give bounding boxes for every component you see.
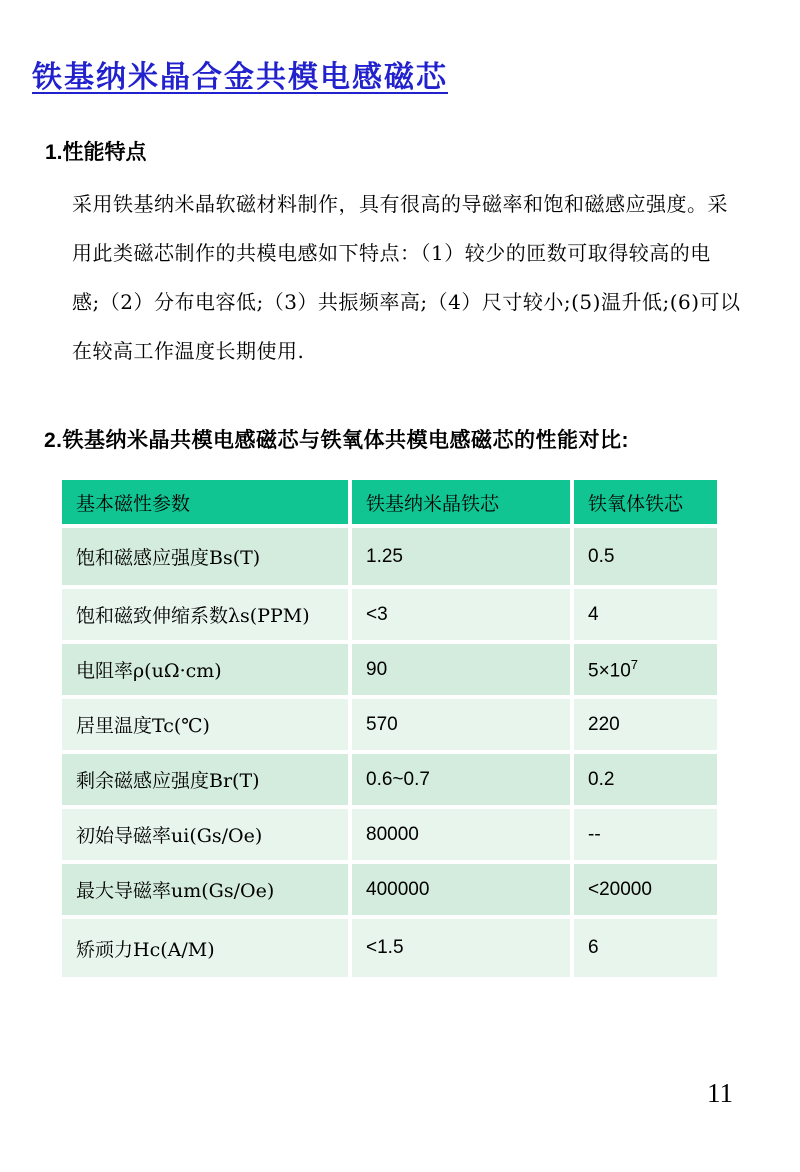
value-base: 5×10 xyxy=(588,660,631,682)
ferrite-value-cell: 0.5 xyxy=(574,528,717,585)
nano-value-cell: 80000 xyxy=(352,809,570,860)
nano-value-cell: 400000 xyxy=(352,864,570,915)
nano-value-cell: 570 xyxy=(352,699,570,750)
header-cell-ferrite: 铁氧体铁芯 xyxy=(574,480,717,524)
table-header-row xyxy=(62,480,717,524)
param-cell: 剩余磁感应强度Br(T) xyxy=(62,754,348,805)
nano-value-cell: 90 xyxy=(352,644,570,695)
value-exponent: 7 xyxy=(630,656,639,672)
paragraph-line: 采用铁基纳米晶软磁材料制作，具有很高的导磁率和饱和磁感应强度。采 xyxy=(72,192,728,216)
document-page xyxy=(0,52,800,1172)
paragraph-line: 用此类磁芯制作的共模电感如下特点：（1）较少的匝数可取得较高的电 xyxy=(72,241,711,265)
table-row xyxy=(62,809,717,860)
ferrite-value-cell: 4 xyxy=(574,589,717,640)
paragraph-line: 感;（2）分布电容低;（3）共振频率高;（4）尺寸较小;(5)温升低;(6)可以 xyxy=(72,290,741,314)
table-row xyxy=(62,754,717,805)
ferrite-value-cell xyxy=(574,644,717,695)
ferrite-value-cell: -- xyxy=(574,809,717,860)
param-cell: 初始导磁率ui(Gs/Oe) xyxy=(62,809,348,860)
param-cell: 最大导磁率um(Gs/Oe) xyxy=(62,864,348,915)
param-cell: 饱和磁致伸缩系数λs(PPM) xyxy=(62,589,348,640)
param-cell: 矫顽力Hc(A/M) xyxy=(62,919,348,977)
header-cell-nano: 铁基纳米晶铁芯 xyxy=(352,480,570,524)
table-row xyxy=(62,644,717,695)
nano-value-cell: <3 xyxy=(352,589,570,640)
table-row xyxy=(62,589,717,640)
page-title: 铁基纳米晶合金共模电感磁芯 xyxy=(32,60,448,95)
table-row xyxy=(62,528,717,585)
comparison-table xyxy=(58,476,721,981)
param-cell: 饱和磁感应强度Bs(T) xyxy=(62,528,348,585)
section-features-heading: 1.性能特点 xyxy=(45,141,147,164)
table-row xyxy=(62,864,717,915)
ferrite-value-cell: 6 xyxy=(574,919,717,977)
header-cell-param: 基本磁性参数 xyxy=(62,480,348,524)
ferrite-value-cell: 0.2 xyxy=(574,754,717,805)
features-paragraph xyxy=(72,180,741,376)
param-cell: 电阻率ρ(uΩ·cm) xyxy=(62,644,348,695)
ferrite-value-cell: <20000 xyxy=(574,864,717,915)
page-number: 11 xyxy=(707,1078,733,1108)
paragraph-line: 在较高工作温度长期使用. xyxy=(72,339,305,363)
nano-value-cell: 1.25 xyxy=(352,528,570,585)
section-comparison-heading: 2.铁基纳米晶共模电感磁芯与铁氧体共模电感磁芯的性能对比: xyxy=(44,429,630,452)
table-row xyxy=(62,699,717,750)
table-row xyxy=(62,919,717,977)
nano-value-cell: <1.5 xyxy=(352,919,570,977)
ferrite-value-cell: 220 xyxy=(574,699,717,750)
param-cell: 居里温度Tc(℃) xyxy=(62,699,348,750)
nano-value-cell: 0.6~0.7 xyxy=(352,754,570,805)
